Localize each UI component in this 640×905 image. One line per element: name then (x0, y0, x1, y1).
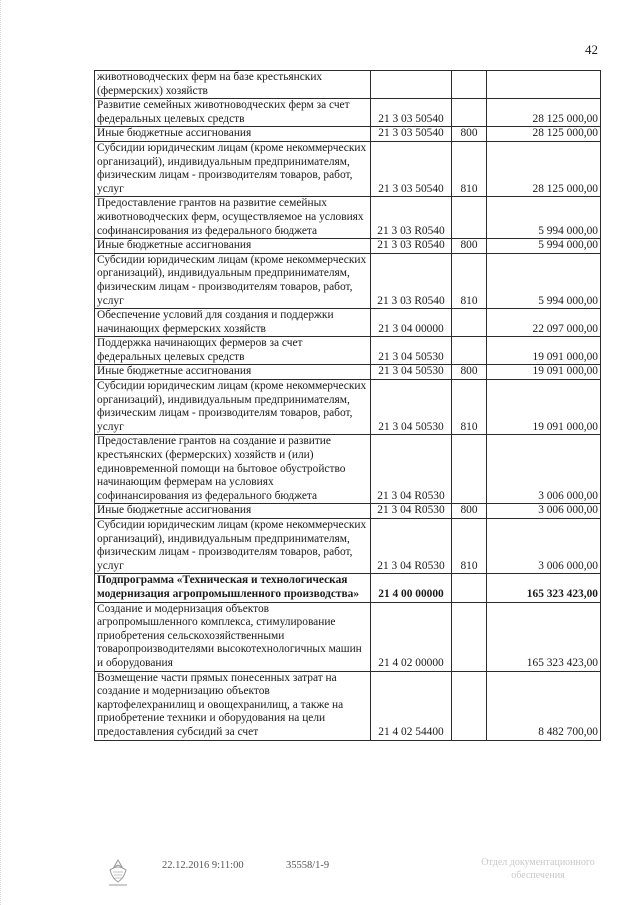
cell-target-code: 21 4 02 54400 (371, 671, 452, 740)
cell-name: Иные бюджетные ассигнования (95, 504, 371, 519)
budget-table (94, 70, 601, 741)
table-row (95, 365, 601, 380)
cell-expense-type: 810 (452, 253, 487, 308)
cell-expense-type (452, 671, 487, 740)
footer-datetime: 22.12.2016 9:11:00 (162, 860, 244, 871)
cell-amount: 8 482 700,00 (487, 671, 601, 740)
cell-amount: 3 006 000,00 (487, 435, 601, 504)
cell-expense-type (452, 337, 487, 365)
scan-edge-marks (0, 0, 4, 905)
cell-target-code: 21 3 04 R0530 (371, 504, 452, 519)
cell-amount: 5 994 000,00 (487, 197, 601, 239)
table-row (95, 574, 601, 602)
table-row (95, 71, 601, 99)
cell-target-code: 21 3 04 00000 (371, 309, 452, 337)
cell-amount: 3 006 000,00 (487, 504, 601, 519)
table-row (95, 504, 601, 519)
cell-amount: 22 097 000,00 (487, 309, 601, 337)
cell-name: Подпрограмма «Техническая и технологическая модернизация агропромышленного производства» (95, 574, 371, 602)
cell-name: Субсидии юридическим лицам (кроме некоммерческих организаций), индивидуальным предпринимателям, физическим лицам - производителям товаров, работ, услуг (95, 519, 371, 574)
cell-target-code (371, 71, 452, 99)
cell-expense-type (452, 99, 487, 127)
cell-amount: 28 125 000,00 (487, 99, 601, 127)
cell-target-code: 21 3 03 50540 (371, 141, 452, 196)
cell-target-code: 21 3 03 50540 (371, 127, 452, 142)
cell-name: Предоставление грантов на создание и развитие крестьянских (фермерских) хозяйств и (или) единовременной помощи на бытовое обустройство начинающим фермерам на условиях софинансирования из федерального бюджета (95, 435, 371, 504)
cell-expense-type: 800 (452, 504, 487, 519)
cell-expense-type: 800 (452, 365, 487, 380)
cell-target-code: 21 3 04 50530 (371, 337, 452, 365)
cell-target-code: 21 3 03 R0540 (371, 239, 452, 254)
cell-target-code: 21 3 04 R0530 (371, 519, 452, 574)
cell-target-code: 21 3 03 R0540 (371, 253, 452, 308)
page-number: 42 (585, 42, 598, 57)
cell-name: Создание и модернизация объектов агропромышленного комплекса, стимулирование приобретения сельскохозяйственными товаропроизводителями высокотехнологичных машин и оборудования (95, 602, 371, 671)
cell-expense-type: 800 (452, 127, 487, 142)
cell-name: Обеспечение условий для создания и поддержки начинающих фермерских хозяйств (95, 309, 371, 337)
cell-target-code: 21 4 00 00000 (371, 574, 452, 602)
cell-target-code: 21 3 03 R0540 (371, 197, 452, 239)
table-row (95, 380, 601, 435)
cell-amount: 19 091 000,00 (487, 365, 601, 380)
table-row (95, 253, 601, 308)
table-row (95, 435, 601, 504)
cell-amount: 5 994 000,00 (487, 239, 601, 254)
cell-target-code: 21 3 03 50540 (371, 99, 452, 127)
budget-table-body (95, 71, 601, 741)
emblem-icon (103, 858, 133, 888)
cell-name: Иные бюджетные ассигнования (95, 127, 371, 142)
cell-name: Иные бюджетные ассигнования (95, 365, 371, 380)
cell-amount: 5 994 000,00 (487, 253, 601, 308)
cell-name: Поддержка начинающих фермеров за счет федеральных целевых средств (95, 337, 371, 365)
table-row (95, 99, 601, 127)
cell-amount: 19 091 000,00 (487, 337, 601, 365)
cell-amount: 19 091 000,00 (487, 380, 601, 435)
table-row (95, 309, 601, 337)
cell-name: Предоставление грантов на развитие семейных животноводческих ферм, осуществляемое на условиях софинансирования из федерального бюджета (95, 197, 371, 239)
footer-document-number: 35558/1-9 (286, 860, 330, 871)
department-stamp: Отдел документационного обеспечения (481, 857, 595, 881)
cell-name: Субсидии юридическим лицам (кроме некоммерческих организаций), индивидуальным предпринимателям, физическим лицам - производителям товаров, работ, услуг (95, 253, 371, 308)
cell-target-code: 21 3 04 50530 (371, 380, 452, 435)
table-row (95, 602, 601, 671)
table-row (95, 337, 601, 365)
table-row (95, 519, 601, 574)
cell-expense-type (452, 435, 487, 504)
table-row (95, 141, 601, 196)
cell-name: Развитие семейных животноводческих ферм за счет федеральных целевых средств (95, 99, 371, 127)
cell-name: Возмещение части прямых понесенных затрат на создание и модернизацию объектов картофелехранилищ и овощехранилищ, а также на приобретение техники и оборудования на цели предоставления субсидий за счет (95, 671, 371, 740)
cell-expense-type (452, 197, 487, 239)
cell-expense-type (452, 574, 487, 602)
table-row (95, 127, 601, 142)
cell-target-code: 21 4 02 00000 (371, 602, 452, 671)
cell-amount: 28 125 000,00 (487, 141, 601, 196)
cell-amount: 165 323 423,00 (487, 574, 601, 602)
cell-target-code: 21 3 04 R0530 (371, 435, 452, 504)
cell-expense-type: 810 (452, 519, 487, 574)
cell-amount: 28 125 000,00 (487, 127, 601, 142)
cell-expense-type (452, 309, 487, 337)
cell-name: Субсидии юридическим лицам (кроме некоммерческих организаций), индивидуальным предпринимателям, физическим лицам - производителям товаров, работ, услуг (95, 380, 371, 435)
cell-expense-type (452, 71, 487, 99)
cell-expense-type (452, 602, 487, 671)
cell-amount: 3 006 000,00 (487, 519, 601, 574)
cell-name: Иные бюджетные ассигнования (95, 239, 371, 254)
cell-target-code: 21 3 04 50530 (371, 365, 452, 380)
table-row (95, 239, 601, 254)
table-row (95, 671, 601, 740)
cell-name: Субсидии юридическим лицам (кроме некоммерческих организаций), индивидуальным предпринимателям, физическим лицам - производителям товаров, работ, услуг (95, 141, 371, 196)
table-row (95, 197, 601, 239)
cell-amount (487, 71, 601, 99)
page-footer (0, 856, 640, 896)
cell-expense-type: 810 (452, 380, 487, 435)
cell-amount: 165 323 423,00 (487, 602, 601, 671)
cell-expense-type: 810 (452, 141, 487, 196)
cell-expense-type: 800 (452, 239, 487, 254)
cell-name: животноводческих ферм на базе крестьянских (фермерских) хозяйств (95, 71, 371, 99)
